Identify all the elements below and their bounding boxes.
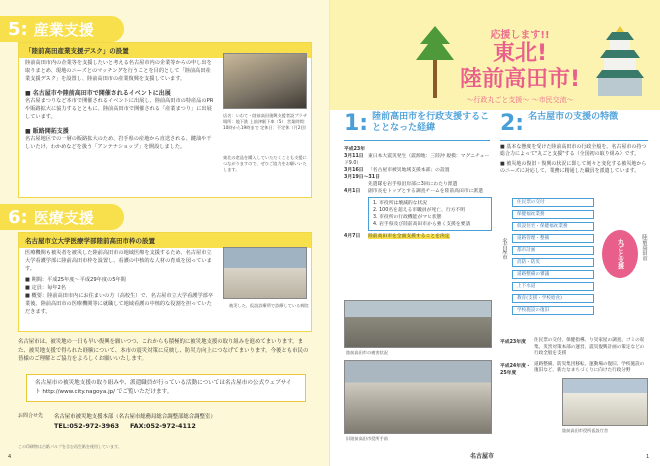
disaster-photo-2 bbox=[344, 360, 492, 434]
antenna-shop-photo bbox=[223, 53, 307, 109]
timeline-row-decision: 4月7日 陸前高田市を全面支援することを決定 bbox=[344, 234, 450, 239]
column-1-title: 陸前高田市を行政支援することとなった経緯 bbox=[372, 112, 490, 133]
year-23-block bbox=[500, 338, 650, 358]
temp-office-caption: 陸前高田市役所仮設庁舎 bbox=[562, 428, 609, 433]
medical-box-title: 名古屋市立大学医療学部陸前高田市枠の設置 bbox=[19, 233, 311, 248]
support-item: 仮設住宅・保健福祉業務 bbox=[512, 222, 594, 231]
temp-office-photo bbox=[562, 378, 648, 426]
section-6-number: 6: bbox=[8, 206, 28, 228]
left-page-number: 4 bbox=[8, 454, 12, 460]
industry-sub1-text: 名古屋まつりなど本市で開催されるイベントに出展し、陸前高田市の特産品のPRや販路拡大に協力するとともに、陸前高田市で開催される「産業まつり」に出展しています。 bbox=[25, 98, 214, 120]
finding-1: 1. 市役所は壊滅的な状況 bbox=[373, 201, 428, 206]
medical-item-2: ■ 定員：毎年2名 bbox=[25, 285, 66, 291]
year-23-text: 住民票の交付、保健指導、り災家屋の調査、ゴミの収集、災害対策本部の運営、震災復興計画の策定などの行政全般を支援 bbox=[534, 338, 645, 356]
column-1-rule bbox=[344, 140, 490, 141]
section-5-number: 5: bbox=[8, 18, 28, 40]
recycled-paper-note: この印刷物は古紙パルプを含む再生紙を使用しています。 bbox=[18, 444, 122, 449]
industry-intro: 陸前高田市内の企業等を支援したいと考える名古屋市内の企業等からの申し出を取りまとめ、現地のニーズとのマッチングを行うことを目的として「陸前高田産業支援デスク」を設置し、陸前高田市の産業復興を支援しています。 bbox=[25, 60, 212, 82]
support-item: 教育(支援・学校給食) bbox=[512, 294, 594, 303]
banner-line-4: 〜行政丸ごと支援〜 〜市民交流〜 bbox=[466, 96, 574, 104]
right-page bbox=[330, 0, 660, 466]
support-item: 住民票の交付 bbox=[512, 198, 594, 207]
year-blocks bbox=[500, 338, 650, 376]
support-diagram bbox=[500, 194, 648, 334]
finding-4: 4. 岩手県及び陸前高田市から強く支援を要請 bbox=[373, 222, 471, 227]
timeline-row: 3月11日 東日本大震災発生（震源地：三陸沖 規模：マグニチュード9.0） bbox=[344, 154, 490, 166]
medical-item-3: ■ 概要：陸前高田市内にお住まいの方（高校生）で、名古屋市立大学看護学部卒業後、陸前高田市の医療機関等に就職して地域看護の中核的な役割を担っていただきます。 bbox=[25, 293, 214, 315]
year-24-label: 平成24年度・25年度 bbox=[500, 363, 531, 376]
year-23-label: 平成23年度 bbox=[500, 340, 526, 345]
disaster-photo-1 bbox=[344, 300, 492, 348]
city-name: 名古屋市 bbox=[470, 453, 495, 460]
section-6-header bbox=[0, 204, 124, 230]
disaster-photo-1-caption: 陸前高田市の被害状況 bbox=[346, 350, 388, 355]
support-item: 道路管理・整備 bbox=[512, 234, 594, 243]
clinic-caption: 被災した、仮設診療所で診療している病院 bbox=[229, 303, 309, 308]
antenna-shop-caption: 店名：いわて・陸前高田復興支援者設プラザ 場所：地下鉄 上前津駅下車（5） 営業時間：10時から19時まで 定休日：不定休（月2回） bbox=[223, 113, 309, 130]
contact-phone: TEL:052-972-3963 bbox=[54, 422, 120, 430]
year-24-block bbox=[500, 362, 650, 376]
industry-sub1-title: ■ 名古屋市や陸前高田市で開催されるイベントに出展 bbox=[25, 90, 171, 97]
right-page-number: 1 bbox=[646, 454, 650, 460]
contact-block bbox=[18, 410, 312, 438]
banner-title bbox=[450, 26, 590, 105]
finding-3: 3. 市役所の行政機能がマヒ状態 bbox=[373, 215, 442, 220]
banner-line-2: 東北! bbox=[492, 41, 548, 66]
column-2-rule bbox=[500, 140, 648, 141]
nagoya-castle-icon bbox=[592, 26, 648, 96]
feature-1: ■ 基本な態度を受けた陸前高田市の行政全般を、名古屋市の持つ総合力によって"丸ごと支援"する（全国初の取り組み）です。 bbox=[500, 144, 647, 157]
closing-text: 名古屋市は、被災地の一日も早い復興を願いつつ、これからも積極的に被災地支援の取り組みを進めてまいります。また、被災地支援で得られた経験について、本市の震災対策に反映し、防災力向上につなげてまいります。今後とも市民の皆様のご理解とご協力をよろしくお願いいたします。 bbox=[18, 339, 309, 362]
medical-item-1: ■ 期間：平成25年度〜平成29年度の5年間 bbox=[25, 277, 126, 283]
support-item: 上下水道 bbox=[512, 282, 594, 291]
column-2-number: 2: bbox=[500, 111, 525, 136]
column-1-header bbox=[344, 112, 494, 136]
industry-support-box bbox=[18, 42, 312, 198]
rikuzentakata-label: 陸前高田市 bbox=[641, 234, 647, 261]
timeline-row: 3月16日 「名古屋市被災地域支援本部」の設置 bbox=[344, 168, 450, 173]
nagoya-label: 名古屋市 bbox=[501, 238, 507, 260]
support-item: 道路整備の審議 bbox=[512, 270, 594, 279]
finding-2: 2. 100名を超える市職員が死亡、行方不明 bbox=[373, 208, 466, 213]
column-2-header bbox=[500, 112, 650, 136]
timeline-row: 平成23年 bbox=[344, 147, 366, 152]
year-24-text: 道路整備、防災集団移転、運動場の復旧、学校施設の復旧など、新たなまちづくりに向けた行政分野 bbox=[534, 361, 645, 373]
medical-intro: 医療機関も被災者を被災した陸前高田市の地域医療を支援するため、名古屋市立大学看護学部に陸前高田市枠を設置し、看護の中核的な人材の育成を図っています。 bbox=[25, 250, 212, 272]
medical-support-box bbox=[18, 232, 312, 332]
section-6-title: 医療支援 bbox=[33, 208, 94, 227]
timeline-row: 先遣隊を岩手県沿岸部に3回にわたり派遣 bbox=[368, 182, 458, 187]
timeline-row: 4月1日 副市長をトップとする調査チームを陸前高田市に派遣 bbox=[344, 189, 483, 194]
survey-findings-box bbox=[368, 197, 492, 231]
clinic-photo bbox=[223, 247, 307, 299]
disaster-photo-2-caption: 旧陸前高田市役所手前 bbox=[346, 436, 388, 441]
website-notice: 名古屋市の被災地支援の取り組みや、派遣職員が行っている活動については名古屋市の公式ウェブサイト http://www.city.nagoya.jp/ でご覧いただけます。 bbox=[35, 380, 292, 395]
contact-label: お問合せ先 bbox=[18, 413, 44, 419]
industry-side-caption: 東北の産品を購入していただくことも支援につながりますので、ぜひご協力をお願いいたします。 bbox=[223, 155, 307, 172]
feature-2: ■ 被災地の復旧・復興の状況に即して刻々と変化する被災地からのニーズに対応して、業務に精通した職員を派遣しています。 bbox=[500, 161, 647, 174]
support-item: 消防・防災 bbox=[512, 258, 594, 267]
column-2-title: 名古屋市の支援の特徴 bbox=[528, 112, 619, 122]
timeline-row: 3月19日〜31日 bbox=[344, 175, 380, 180]
contact-name: 名古屋市被災地支援本部（名古屋市総務局総合調整部総合調整室） bbox=[54, 414, 216, 420]
industry-sub2-text: 名古屋地区での一層の販路拡大のため、岩手県の産地から直送される、鍵油や干しいたけ、わかめなどを扱う「アンテナショップ」を開設しました。 bbox=[25, 136, 212, 150]
support-item: 保健福祉業務 bbox=[512, 210, 594, 219]
section-5-title: 産業支援 bbox=[33, 20, 94, 39]
support-item: 都市計画 bbox=[512, 246, 594, 255]
column-1-number: 1: bbox=[344, 111, 369, 136]
timeline bbox=[344, 146, 492, 240]
features-list bbox=[500, 144, 648, 175]
support-item: 学校施設の復旧 bbox=[512, 306, 594, 315]
banner-line-3: 陸前高田市! bbox=[459, 67, 581, 92]
section-5-header bbox=[0, 16, 124, 42]
industry-box-title: 「陸前高田産業支援デスク」の設置 bbox=[19, 43, 311, 58]
contact-fax: FAX:052-972-4112 bbox=[130, 422, 196, 430]
full-support-circle: 丸ごと支援 bbox=[602, 230, 638, 278]
banner-line-1: 応援します!! bbox=[490, 30, 550, 41]
industry-sub2-title: ■ 販路開拓支援 bbox=[25, 128, 69, 135]
website-notice-box bbox=[26, 374, 306, 402]
